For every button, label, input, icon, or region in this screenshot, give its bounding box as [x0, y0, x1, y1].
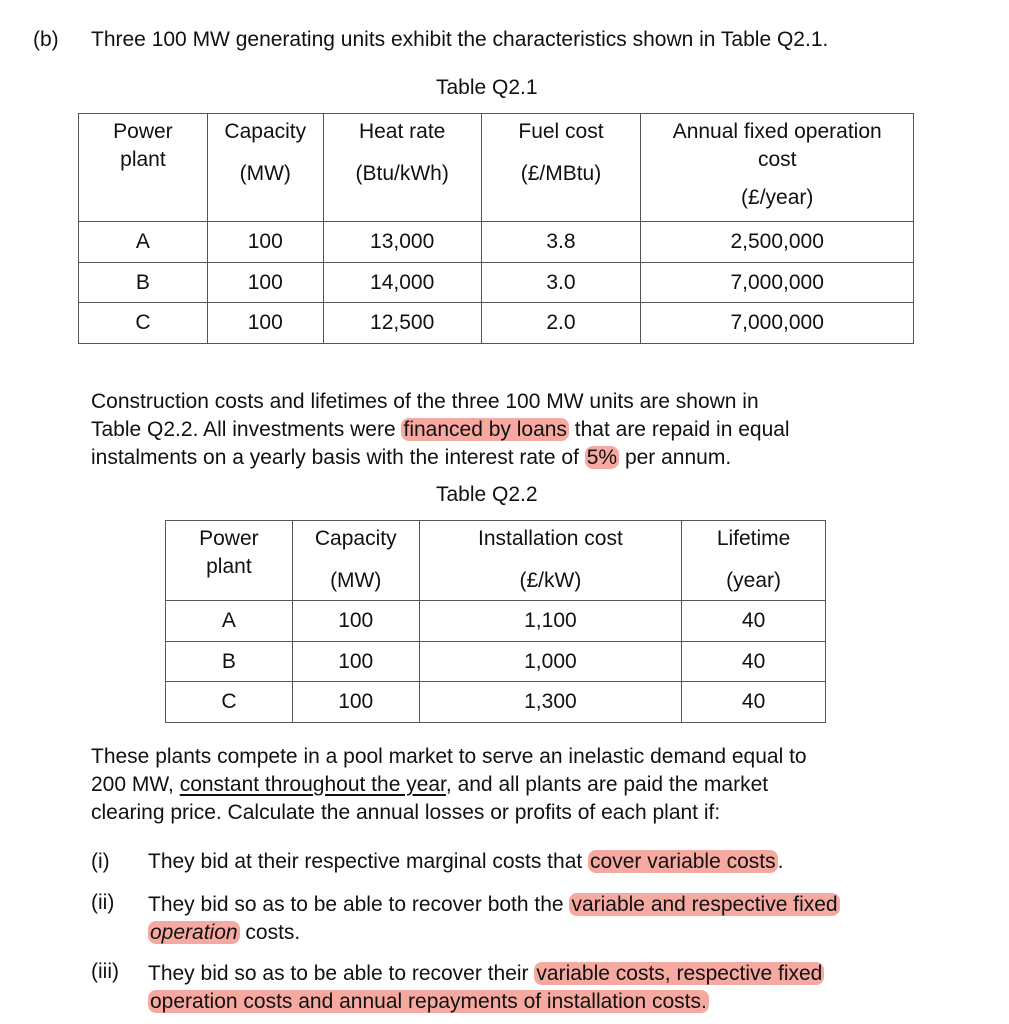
table-cell: 1,000	[419, 642, 682, 682]
table-cell: 3.0	[481, 263, 641, 303]
table-row	[166, 642, 826, 682]
table-cell: 40	[682, 682, 826, 723]
table-cell: 100	[292, 642, 419, 682]
paragraph-construction	[91, 388, 790, 472]
text-line: These plants compete in a pool market to serve an inelastic demand equal to	[91, 745, 807, 768]
table-cell: 14,000	[323, 263, 481, 303]
table-cell: 7,000,000	[641, 303, 914, 344]
highlight: variable and respective fixed	[571, 893, 838, 916]
table1-caption: Table Q2.1	[436, 76, 538, 99]
item-label: (i)	[91, 850, 110, 873]
table1-header-row	[79, 114, 914, 222]
table2-header-cell: Installation cost (£/kW)	[419, 521, 682, 601]
list-item: They bid at their respective marginal costs that cover variable costs.	[148, 850, 784, 873]
item-label: (iii)	[91, 960, 119, 983]
table-cell: 13,000	[323, 222, 481, 263]
table-cell: 12,500	[323, 303, 481, 344]
table-cell: 100	[292, 601, 419, 642]
underlined-text: constant throughout the year	[179, 773, 446, 796]
table-cell: C	[166, 682, 293, 723]
table-row	[79, 263, 914, 303]
table1-header-cell: Power plant	[79, 114, 208, 222]
table-cell: B	[79, 263, 208, 303]
table2-caption: Table Q2.2	[436, 483, 538, 506]
part-label: (b)	[33, 28, 59, 51]
table1-header-cell: Fuel cost (£/MBtu)	[481, 114, 641, 222]
table2-header-cell: Power plant	[166, 521, 293, 601]
table-cell: B	[166, 642, 293, 682]
table-cell: 1,100	[419, 601, 682, 642]
highlight: operation costs and annual repayments of installation costs.	[150, 990, 707, 1013]
table-cell: 40	[682, 642, 826, 682]
table-cell: 2,500,000	[641, 222, 914, 263]
table-cell: C	[79, 303, 208, 344]
table-q2-1	[78, 113, 914, 344]
table-cell: 100	[207, 263, 323, 303]
table-cell: 1,300	[419, 682, 682, 723]
list-item: They bid so as to be able to recover their variable costs, respective fixed operation costs and annual repayments of installation costs.	[148, 962, 823, 1013]
list-item: They bid so as to be able to recover both the variable and respective fixed operation costs.	[148, 893, 838, 944]
table-cell: 100	[207, 222, 323, 263]
table1-header-cell: Capacity (MW)	[207, 114, 323, 222]
table1-header-cell: Annual fixed operation cost (£/year)	[641, 114, 914, 222]
table2-header-row	[166, 521, 826, 601]
text-line: instalments on a yearly basis with the interest rate of 5% per annum.	[91, 446, 732, 469]
text-line: clearing price. Calculate the annual losses or profits of each plant if:	[91, 801, 721, 824]
highlight: variable costs, respective fixed	[536, 962, 823, 985]
paragraph-market	[91, 743, 807, 827]
table2-header-cell: Capacity (MW)	[292, 521, 419, 601]
highlight: 5%	[586, 446, 618, 469]
text-line: Table Q2.2. All investments were financed by loans that are repaid in equal	[91, 418, 790, 441]
table-cell: A	[79, 222, 208, 263]
highlight: financed by loans	[403, 418, 567, 441]
text-line: 200 MW, constant throughout the year, and all plants are paid the market	[91, 773, 769, 796]
table-row	[79, 222, 914, 263]
table-cell: 100	[207, 303, 323, 344]
table-cell: A	[166, 601, 293, 642]
table-cell: 40	[682, 601, 826, 642]
intro-text: Three 100 MW generating units exhibit the characteristics shown in Table Q2.1.	[91, 28, 829, 51]
table-cell: 100	[292, 682, 419, 723]
highlight: operation	[150, 921, 238, 944]
table1-header-cell: Heat rate (Btu/kWh)	[323, 114, 481, 222]
table-cell: 3.8	[481, 222, 641, 263]
item-label: (ii)	[91, 891, 115, 914]
table-row	[166, 601, 826, 642]
table-cell: 7,000,000	[641, 263, 914, 303]
highlight: cover variable costs	[590, 850, 776, 873]
table-q2-2	[165, 520, 826, 723]
text-line: Construction costs and lifetimes of the three 100 MW units are shown in	[91, 390, 759, 413]
table-row	[166, 682, 826, 723]
table-cell: 2.0	[481, 303, 641, 344]
table2-header-cell: Lifetime (year)	[682, 521, 826, 601]
table-row	[79, 303, 914, 344]
